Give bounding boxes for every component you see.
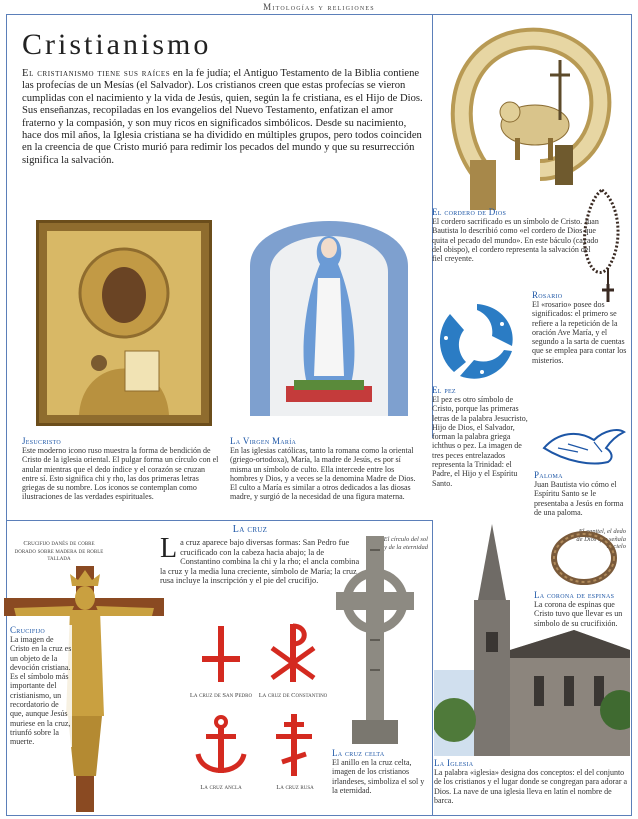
rusa-label: La cruz rusa — [276, 784, 314, 791]
virgen-caption — [230, 436, 420, 502]
pez-text: El pez es otro símbolo de Cristo, porque las primeras letras de la palabra Jesucristo, Hijo de Dios, el Salvador, forman la palabra griega ichthus o pez. La imagen de tres peces entrelazados representa la Trinidad: el Padre, el Hijo y el Espíritu Santo. — [432, 395, 528, 488]
intro-lead: El cristianismo tiene sus raíces — [22, 68, 171, 79]
christ-icon-image — [36, 220, 212, 426]
jesucristo-text: Este moderno icono ruso muestra la forma de bendición de Cristo de la iglesia oriental. El pulgar forma un círculo con el anular mientras que el dedo índice y el corazón se cruzan entre sí. Esto significa chi y rho, las dos primeras letras griegas de su nombre. Los iconos se contemplan como ilustraciones de las verdades espirituales. — [22, 446, 219, 502]
russian-cross-icon — [272, 712, 316, 778]
intro-paragraph — [22, 68, 428, 167]
iglesia-title: La Iglesia — [434, 758, 474, 768]
pez-title: El pez — [432, 385, 456, 395]
san-pedro-cross-icon — [196, 624, 246, 684]
san-pedro-label: La cruz de San Pedro — [189, 692, 253, 699]
constantino-label: La cruz de Constantino — [258, 692, 328, 699]
iglesia-text: La palabra «iglesia» designa dos conceptos: el del conjunto de los cristianos y el lugar donde se congregan para adorar a Dios. La nave de una iglesia lleva en latín el nombre de barca. — [434, 768, 628, 805]
rosary-image — [574, 184, 630, 304]
paloma-text: Juan Bautista vio cómo el Espíritu Santo se le presentaba a Jesús en forma de una paloma. — [534, 480, 624, 517]
church-image — [434, 520, 630, 756]
three-fish-icon — [432, 296, 522, 386]
celta-text: El anillo en la cruz celta, imagen de los cristianos irlandeses, simboliza el sol y la eternidad. — [332, 758, 425, 795]
corona-text: La corona de espinas que Cristo tuvo que llevar es un símbolo de su crucifixión. — [534, 600, 623, 628]
cruz-heading: La cruz — [232, 524, 268, 535]
corona-title: La corona de espinas — [534, 590, 615, 600]
paloma-caption — [534, 470, 630, 517]
crucifijo-note: Crucifijo danés de cobre dorado sobre madera de roble tallada — [14, 540, 104, 562]
crucifijo-title: Crucifijo — [10, 625, 46, 635]
rosario-caption — [532, 290, 630, 365]
pez-caption — [432, 385, 532, 488]
virgen-text: En las iglesias católicas, tanto la romana como la oriental (griego-ortodoxa), María, la madre de Jesús, es por sí misma un símbolo de culto. Ella intercede entre los hombres y Dios, y a veces se la denomina Madre de Dios. El culto a María es similar a otros dedicados a las diosas madre, y surgió de la necesidad de una figura materna. — [230, 446, 416, 502]
cordero-title: El cordero de Dios — [432, 207, 507, 217]
celta-title: La cruz celta — [332, 748, 385, 758]
cruz-dropcap: L — [160, 533, 178, 564]
rosario-title: Rosario — [532, 290, 563, 300]
celta-caption — [332, 748, 430, 795]
paloma-title: Paloma — [534, 470, 563, 480]
divider — [432, 520, 433, 816]
iglesia-caption — [434, 758, 630, 805]
dove-icon — [538, 422, 628, 470]
virgin-mary-image — [246, 186, 412, 416]
cruz-body: a cruz aparece bajo diversas formas: San Pedro fue crucificado con la cabeza hacia abajo; la de Constantino combina la chi y la rho; el ancla combina la cruz y la media luna creciente, símbolo de María; la cruz rusa incluye la inscripción y el pie del crucifijo. — [160, 538, 360, 586]
jesucristo-caption — [22, 436, 222, 502]
crozier-image — [440, 20, 620, 210]
crucifijo-caption — [10, 625, 72, 747]
page-title: Cristianismo — [22, 28, 212, 61]
crucifijo-text: La imagen de Cristo en la cruz es un objeto de la devoción cristiana. Es el símbolo más importante del cristianismo, un recordatorio de que, aunque Jesús muriese en la cruz, triunfó sobre la muerte. — [10, 635, 72, 747]
section-header: Mitologías y religiones — [263, 2, 375, 12]
capitel-note: El capitel, el dedo de Dios que señala al cielo — [576, 528, 626, 550]
anchor-cross-icon — [194, 714, 248, 778]
ancla-label: La cruz ancla — [200, 784, 242, 791]
divider — [6, 520, 432, 521]
jesucristo-title: Jesucristo — [22, 436, 62, 446]
chi-rho-icon — [266, 622, 320, 684]
circulo-note: El círculo del sol y de la eternidad — [383, 536, 428, 551]
celtic-cross-image — [330, 530, 420, 750]
cordero-text: El cordero sacrificado es un símbolo de Cristo. Juan Bautista lo describió como «el cordero de Dios que quita el pecado del mundo». En este báculo (cayado del obispo), el cordero representa la salvación del fiel creyente. — [432, 217, 599, 264]
intro-text: en la fe judía; el Antiguo Testamento de la Biblia contiene las profecías de un Mesías (el Salvador). Los cristianos creen que estas profecías se vieron cumplidas con el nacimiento y la vida de Jesús, quien, según la fe cristiana, es el Hijo de Dios. Sus enseñanzas, recopiladas en los evangelios del Nuevo Testamento, enfatizan el amor fraterno y la compasión, y son muy ricos en significados simbólicos. Desde su nacimiento, hace dos mil años, la Iglesia cristiana se ha dividido en múltiples grupos, pero todos coinciden en la creencia de que Cristo murió para redimir los pecados del mundo y que su resurrección significa la salvación. — [22, 68, 423, 166]
virgen-title: La Virgen María — [230, 436, 297, 446]
rosario-text: El «rosario» posee dos significados: el primero se refiere a la repetición de la oración Ave María, y el segundo a la sarta de cuentas que se emplea para contar los misterios. — [532, 300, 627, 365]
